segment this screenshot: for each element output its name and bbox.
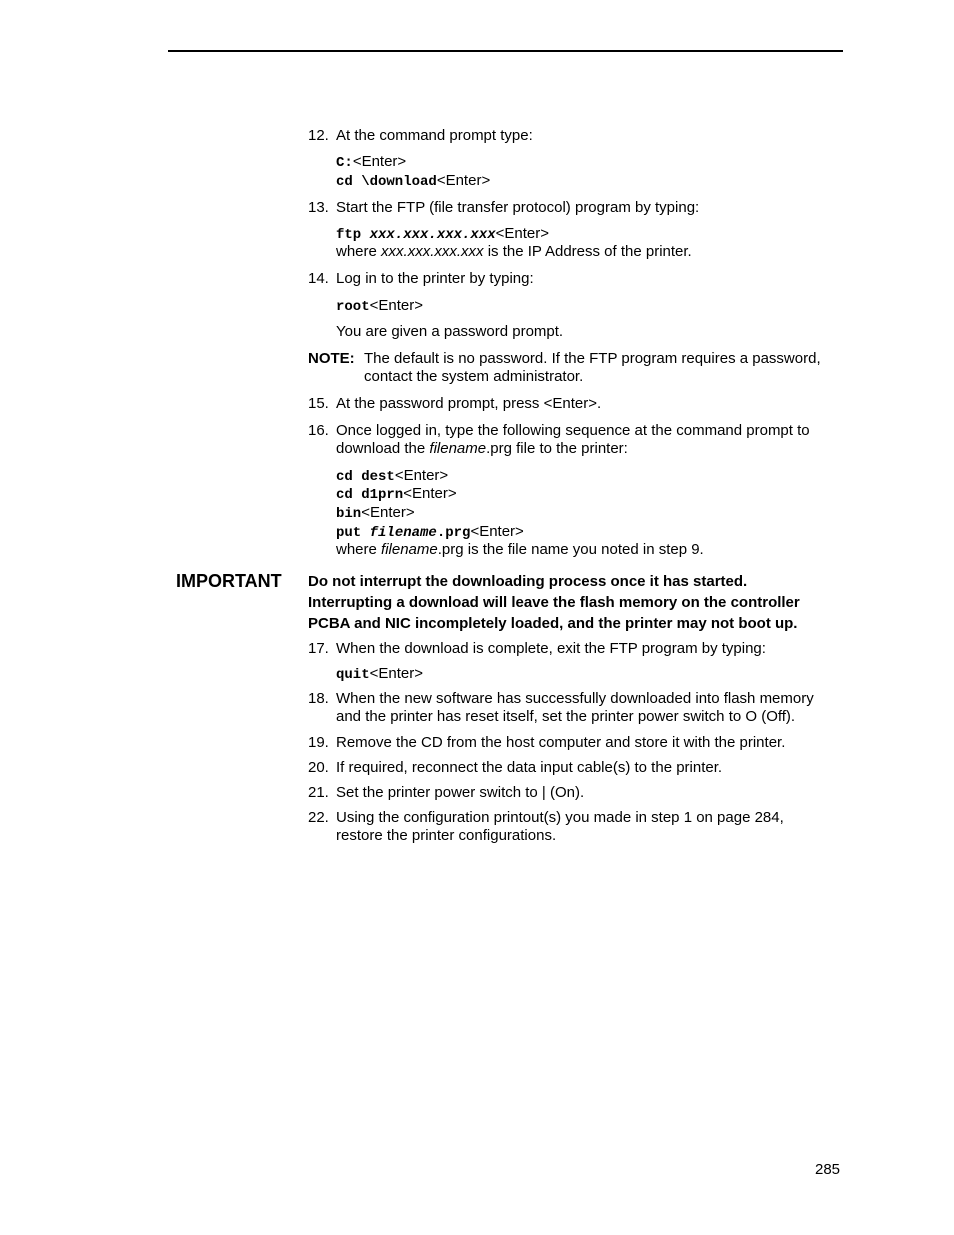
step-19-number: 19. (308, 734, 329, 751)
where-prefix: where (336, 541, 382, 558)
step-16-command-1 (336, 467, 448, 486)
step-17-command (336, 665, 423, 684)
important-label: IMPORTANT (176, 571, 282, 591)
step-20-number: 20. (308, 759, 329, 776)
step-21-text: Set the printer power switch to | (On). (336, 784, 585, 801)
important-line-2: Interrupting a download will leave the flash memory on the controller (308, 594, 800, 611)
step-13-where (336, 243, 692, 261)
note-line-1: The default is no password. If the FTP program requires a password, (364, 350, 821, 367)
step-20-text: If required, reconnect the data input cable(s) to the printer. (336, 759, 723, 776)
step-18-line-1: When the new software has successfully downloaded into flash memory (336, 690, 814, 707)
code: quit (336, 667, 370, 683)
step-18-line-2: and the printer has reset itself, set the printer power switch to O (Off). (336, 708, 796, 725)
step-16-where (336, 541, 704, 559)
step-16-command-3 (336, 504, 415, 523)
step-12-number: 12. (308, 127, 329, 144)
where-suffix: .prg is the file name you noted in step 9. (437, 541, 704, 558)
step-14-number: 14. (308, 270, 329, 287)
step-22-line-2: restore the printer configurations. (336, 827, 557, 844)
step-17-text: When the download is complete, exit the FTP program by typing: (336, 640, 766, 657)
step-14-text: Log in to the printer by typing: (336, 270, 534, 287)
code-italic: xxx.xxx.xxx.xxx (369, 227, 496, 243)
important-line-3: PCBA and NIC incompletely loaded, and the printer may not boot up. (308, 615, 798, 632)
step-13-text: Start the FTP (file transfer protocol) program by typing: (336, 199, 700, 216)
important-line-1: Do not interrupt the downloading process once it has started. (308, 573, 748, 590)
line-prefix: download the (336, 440, 430, 457)
enter-key: <Enter> (394, 467, 449, 484)
step-16-command-2 (336, 485, 457, 504)
header-rule (168, 50, 843, 52)
code: cd d1prn (336, 487, 404, 503)
step-16-number: 16. (308, 422, 329, 439)
step-22-line-1: Using the configuration printout(s) you made in step 1 on page 284, (336, 809, 784, 826)
step-12-command-2 (336, 172, 490, 191)
step-16-command-4 (336, 523, 524, 542)
line-suffix: .prg file to the printer: (486, 440, 628, 457)
code: root (336, 299, 370, 315)
enter-key: <Enter> (361, 504, 415, 521)
enter-key: <Enter> (495, 225, 550, 242)
note-line-2: contact the system administrator. (364, 368, 584, 385)
enter-key: <Enter> (369, 297, 423, 314)
code: cd dest (336, 469, 395, 485)
step-13-number: 13. (308, 199, 329, 216)
step-16-line-2 (336, 440, 628, 458)
line-italic: filename (429, 440, 487, 457)
enter-key: <Enter> (369, 665, 423, 682)
step-14-command (336, 297, 423, 316)
enter-key: <Enter> (352, 153, 407, 170)
step-15-number: 15. (308, 395, 329, 412)
page-number: 285 (815, 1161, 841, 1178)
step-15-text: At the password prompt, press <Enter>. (336, 395, 602, 412)
enter-key: <Enter> (403, 485, 457, 502)
code: bin (336, 506, 362, 522)
step-19-text: Remove the CD from the host computer and store it with the printer. (336, 734, 786, 751)
code-italic: filename (369, 525, 437, 541)
where-suffix: is the IP Address of the printer. (483, 243, 692, 260)
step-12-text: At the command prompt type: (336, 127, 533, 144)
enter-key: <Enter> (470, 523, 524, 540)
code: put (336, 525, 370, 541)
step-13-command (336, 225, 549, 244)
step-21-number: 21. (308, 784, 329, 801)
step-17-number: 17. (308, 640, 329, 657)
where-prefix: where (336, 243, 382, 260)
step-14-after: You are given a password prompt. (336, 323, 564, 340)
note-label: NOTE: (308, 350, 355, 367)
code: C: (336, 155, 353, 171)
code-ext: .prg (436, 525, 471, 541)
enter-key: <Enter> (436, 172, 491, 189)
code: cd \download (336, 174, 437, 190)
step-12-command-1 (336, 153, 406, 172)
step-16-line-1: Once logged in, type the following sequence at the command prompt to (336, 422, 810, 439)
where-italic: xxx.xxx.xxx.xxx (381, 243, 484, 260)
step-22-number: 22. (308, 809, 329, 826)
step-18-number: 18. (308, 690, 329, 707)
where-italic: filename (381, 541, 438, 558)
code: ftp (336, 227, 370, 243)
